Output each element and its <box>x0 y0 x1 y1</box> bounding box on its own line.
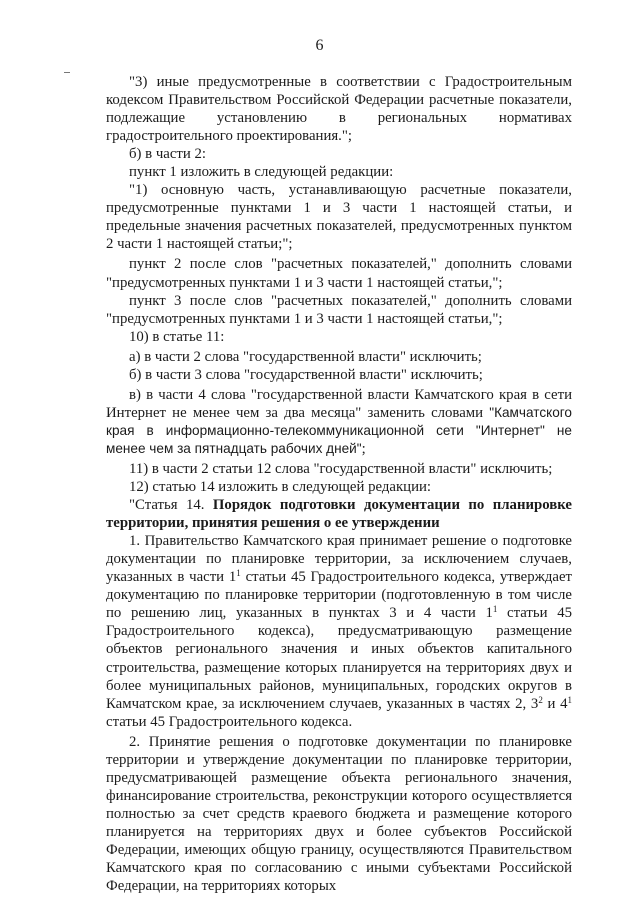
paragraph-part-2: б) в части 2: <box>129 146 207 163</box>
paragraph-point-1-intro: пункт 1 изложить в следующей редакции: <box>129 164 394 181</box>
article-14-heading <box>106 496 572 532</box>
page-number: 6 <box>315 37 324 54</box>
paragraph-11-v-main: в) в части 4 слова "государственной власти Камчатского края в сети Интернет не менее чем за два месяца" заменить словами <box>106 386 572 421</box>
part-1-text-e: статьи 45 Градостроительного кодекса. <box>106 713 353 730</box>
part-1-text-d: и 4 <box>542 695 568 712</box>
paragraph-point-3: пункт 3 после слов "расчетных показателей," дополнить словами "предусмотренных пунктами 1 и 3 части 1 настоящей статьи,"; <box>106 292 572 327</box>
article-14-part-2: 2. Принятие решения о подготовке документации по планировке территории и утверждение документации по планировке территории, предусматривающей размещение объекта регионального значения, финансирование строительства, реконструкции которого осуществляется полностью за счет средств краевого бюджета и размещение которого планируется на территориях двух и более субъектов Российской Федерации, имеющих общую границу, осуществляются Правительством Камчатского края по согласованию с иными субъектами Российской Федерации, на территориях которых <box>106 733 572 895</box>
paragraph-article-12: 11) в части 2 статьи 12 слова "государственной власти" исключить; <box>129 460 553 477</box>
paragraph-11-v-end: ; <box>361 440 366 457</box>
paragraph-article-14-intro: 12) статью 14 изложить в следующей редакции: <box>129 479 432 496</box>
superscript-3: 2 <box>538 694 543 705</box>
superscript-4: 1 <box>567 694 572 705</box>
paragraph-item-3-quote: "3) иные предусмотренные в соответствии с Градостроительным кодексом Правительством Российской Федерации расчетные показатели, подлежащие установлению в региональных нормативах градостроительного проектирования."; <box>106 74 572 145</box>
paragraph-11-a: а) в части 2 слова "государственной власти" исключить; <box>129 348 482 365</box>
document-body <box>106 73 572 895</box>
part-1-text-c: статьи 45 Градостроительного кодекса), предусматривающую размещение объектов регионального значения и иных объектов капитального строительства, размещение которых планируется на территориях двух и более муниципальных районов, муниципальных, городских округов в Камчатском крае, за исключением случаев, указанных в частях 2, 3 <box>106 605 572 712</box>
paragraph-point-2: пункт 2 после слов "расчетных показателей," дополнить словами "предусмотренных пунктами 1 и 3 части 1 настоящей статьи,"; <box>106 256 572 291</box>
paragraph-11-v <box>106 386 572 458</box>
paragraph-article-11: 10) в статье 11: <box>129 328 225 345</box>
superscript-2: 1 <box>492 604 498 615</box>
part-1-text-b: статьи 45 Градостроительного кодекса, утверждает документацию по планировке территории (подготовленную в том числе по решению лиц, указанных в пунктах 3 и 4 части 1 <box>106 569 572 622</box>
paragraph-point-1-text: "1) основную часть, устанавливающую расчетные показатели, предусмотренные пунктами 1 и 3 части 1 настоящей статьи, и предельные значения расчетных показателей, предусмотренных пунктом 2 части 1 настоящей статьи;"; <box>106 182 572 253</box>
article-14-part-1 <box>106 532 572 731</box>
paragraph-11-v-replacement: "Камчатского края в информационно-телекоммуникационной сети "Интернет" не менее чем за пятнадцать рабочих дней" <box>106 404 572 456</box>
article-14-title: Порядок подготовки документации по планировке территории, принятия решения о ее утверждении <box>106 497 572 532</box>
superscript-1: 1 <box>236 568 241 579</box>
paragraph-11-b: б) в части 3 слова "государственной власти" исключить; <box>129 366 483 383</box>
margin-mark <box>64 72 70 73</box>
article-14-label: "Статья 14. <box>129 497 213 514</box>
part-1-text-a: 1. Правительство Камчатского края принимает решение о подготовке документации по планировке территории, за исключением случаев, указанных в части 1 <box>106 533 572 586</box>
